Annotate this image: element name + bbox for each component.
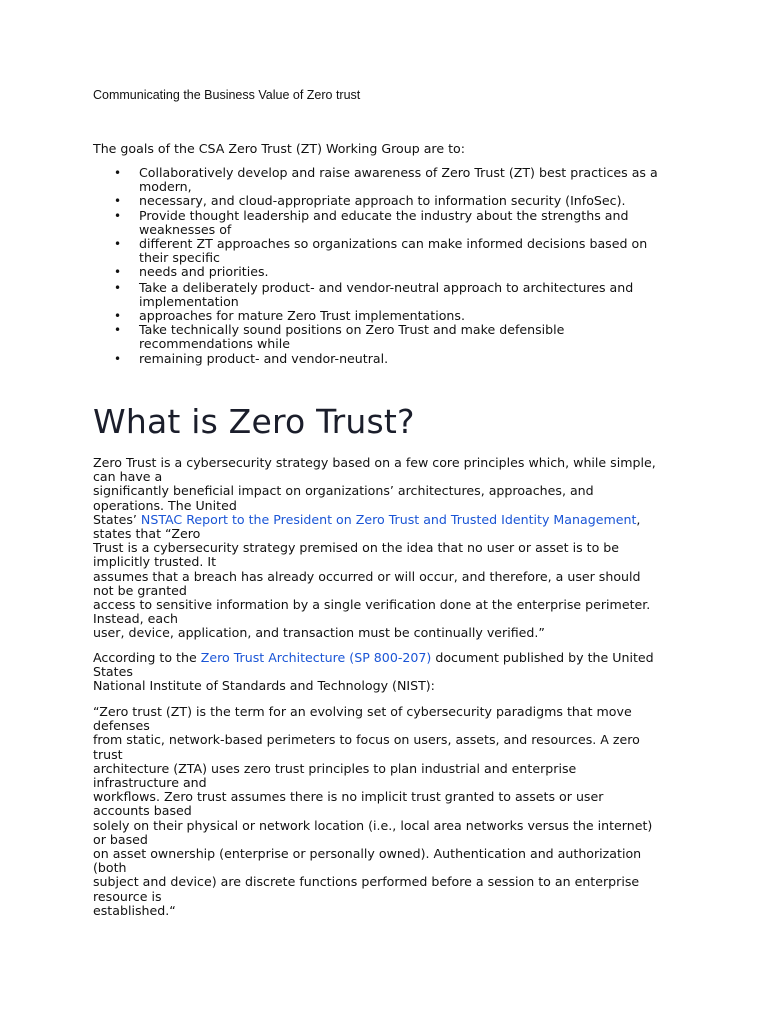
document-title: Communicating the Business Value of Zero trust <box>93 88 361 102</box>
bullet-icon: • <box>114 309 122 324</box>
list-item: • Collaboratively develop and raise awareness of Zero Trust (ZT) best practices as a modern, <box>114 165 658 195</box>
paragraph-nist-intro: According to the Zero Trust Architecture (SP 800-207) document published by the United States National Institute of Standards and Technology (NIST): <box>93 650 654 694</box>
bullet-icon: • <box>114 237 122 252</box>
goals-intro: The goals of the CSA Zero Trust (ZT) Working Group are to: <box>93 141 465 156</box>
list-item: • Provide thought leadership and educate the industry about the strengths and weaknesses of <box>114 207 629 237</box>
sp-800-207-link[interactable]: Zero Trust Architecture (SP 800-207) <box>200 650 432 665</box>
bullet-icon: • <box>114 351 122 366</box>
nstac-report-link[interactable]: NSTAC Report to the President on Zero Trust and Trusted Identity Management <box>140 511 637 527</box>
list-item: • Take technically sound positions on Zero Trust and make defensible recommendations while <box>114 322 565 352</box>
bullet-icon: • <box>114 166 122 180</box>
list-item: • approaches for mature Zero Trust implementations. <box>114 308 465 324</box>
bullet-icon: • <box>114 280 122 295</box>
paragraph-zero-trust-definition: Zero Trust is a cybersecurity strategy based on a few core principles which, while simple, can have a significantly beneficial impact on organizations’ architectures, approaches, and operations. The United States’ NSTAC Report to the President on Zero Trust and Trusted Identity Management, states that “Zero Trust is a cybersecurity strategy premised on the idea that no user or asset is to be implicitly trusted. It assumes that a breach has already occurred or will occur, and therefore, a user should not be granted access to sensitive information by a single verification done at the enterprise perimeter. Instead, each user, device, application, and transaction must be continually verified.” <box>93 455 656 641</box>
bullet-icon: • <box>114 208 122 223</box>
list-item: • necessary, and cloud-appropriate approach to information security (InfoSec). <box>114 193 626 209</box>
paragraph-nist-quote: “Zero trust (ZT) is the term for an evolving set of cybersecurity paradigms that move defenses from static, network-based perimeters to focus on users, assets, and resources. A zero trust architecture (ZTA) uses zero trust principles to plan industrial and enterprise infrastructure and workflows. Zero trust assumes there is no implicit trust granted to assets or user accounts based solely on their physical or network location (i.e., local area networks versus the internet) or based on asset ownership (enterprise or personally owned). Authentication and authorization (both subject and device) are discrete functions performed before a session to an enterprise resource is established.“ <box>93 704 653 918</box>
list-item: • different ZT approaches so organizations can make informed decisions based on their specific <box>114 236 648 266</box>
bullet-icon: • <box>114 194 122 209</box>
section-heading: What is Zero Trust? <box>93 402 415 441</box>
goals-list <box>93 166 693 366</box>
list-item: • remaining product- and vendor-neutral. <box>114 350 389 366</box>
bullet-icon: • <box>114 265 122 280</box>
bullet-icon: • <box>114 323 122 338</box>
list-item: • needs and priorities. <box>114 264 269 280</box>
list-item: • Take a deliberately product- and vendor-neutral approach to architectures and implementation <box>114 279 634 309</box>
